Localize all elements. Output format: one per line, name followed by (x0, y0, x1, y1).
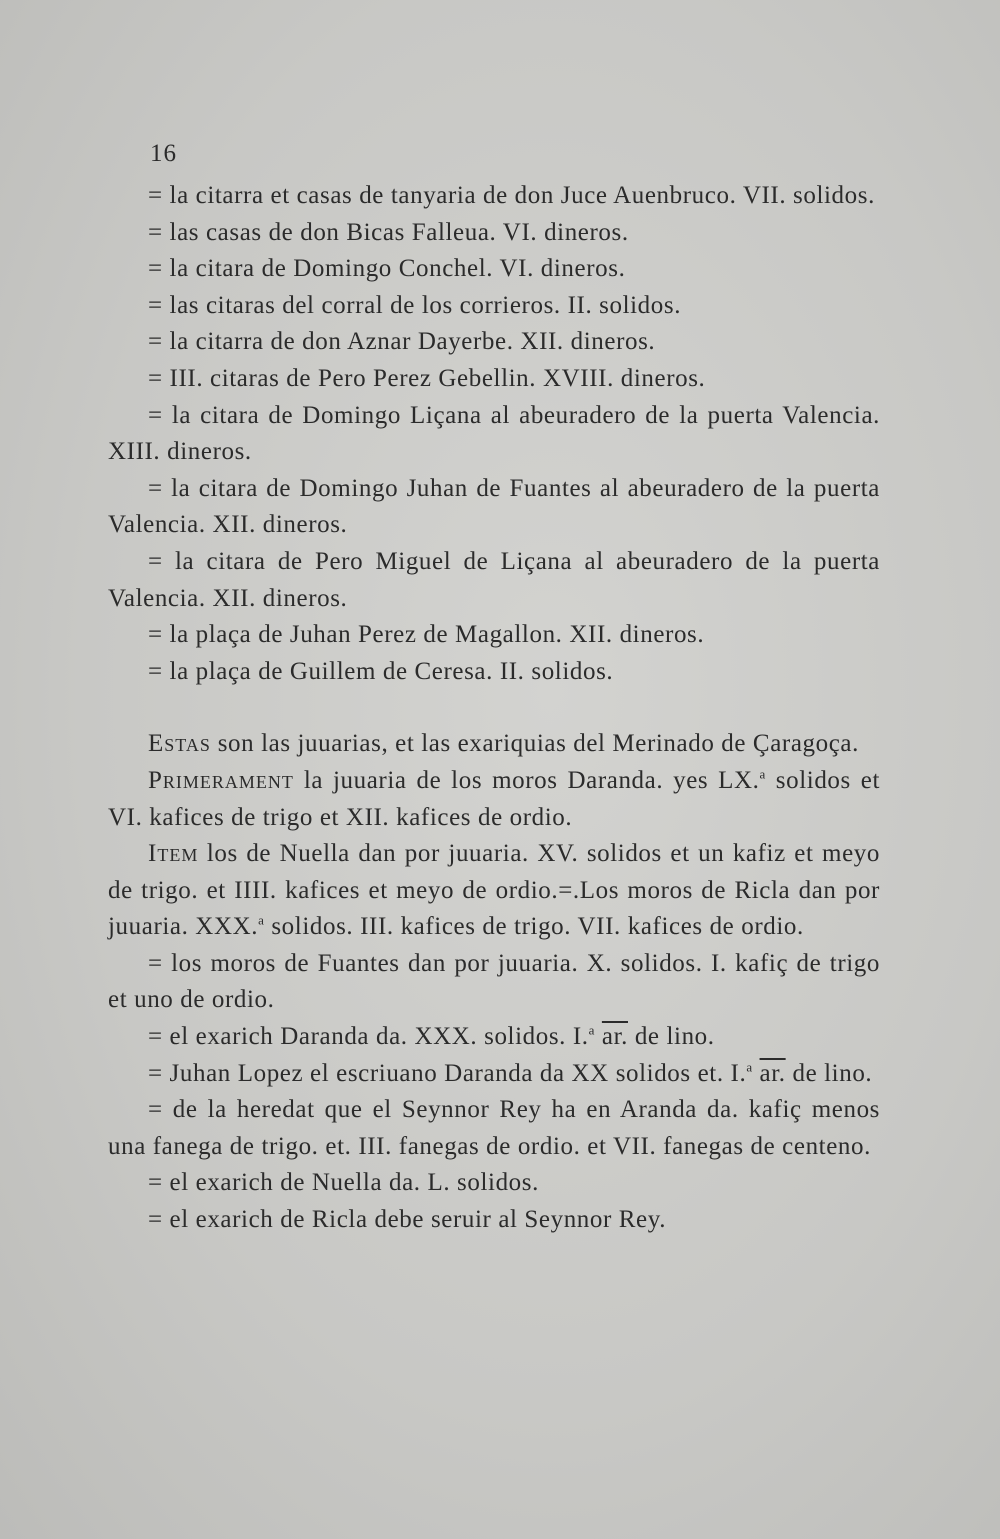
entry-conchel: = la citara de Domingo Conchel. VI. dineros. (148, 255, 626, 283)
entry-bicas: = las casas de don Bicas Falleua. VI. dineros. (148, 218, 629, 246)
juhan-lopez-text-1: = Juhan Lopez el escriuano Daranda da XX solidos et. I. (148, 1059, 747, 1087)
entry-gebellin: = III. citaras de Pero Perez Gebellin. XVIII. dineros. (148, 364, 706, 392)
entry-exarich-ricla: = el exarich de Ricla debe seruir al Seynnor Rey. (148, 1206, 667, 1234)
entry-tanyaria: = la citarra et casas de tanyaria de don Juce Auenbruco. VII. solidos. (148, 182, 875, 209)
entry-miguel: = la citara de Pero Miguel de Liçana al abeuradero de la puerta Valencia. XII. dineros. (108, 547, 880, 612)
estas-lead: Estas (148, 730, 211, 758)
entry-moros-fuantes: = los moros de Fuantes dan por juuaria. X. solidos. I. kafiç de trigo et uno de ordio. (108, 949, 880, 1014)
exarich-aranda-text-1: = el exarich Daranda da. XXX. solidos. I. (148, 1023, 589, 1051)
entry-fuantes-citara: = la citara de Domingo Juhan de Fuantes al abeuradero de la puerta Valencia. XII. dineros. (108, 474, 880, 539)
item-text-2: solidos. III. kafices de trigo. VII. kafices de ordio. (264, 913, 804, 941)
entry-licana: = la citara de Domingo Liçana al abeuradero de la puerta Valencia. XIII. dineros. (108, 401, 880, 466)
entry-heredat: = de la heredat que el Seynnor Rey ha en Aranda da. kafiç menos una fanega de trigo. et. III. fanegas de ordio. et VII. fanegas de centeno. (108, 1096, 880, 1160)
page-text (108, 178, 880, 1239)
primerament-text-2: solidos et VI. kafices de trigo et XII. kafices de ordio. (108, 766, 880, 831)
entry-juhan-lopez (108, 1056, 880, 1093)
exarich-aranda-ar: ar. (601, 1023, 628, 1051)
entry-exarich-nuella: = el exarich de Nuella da. L. solidos. (148, 1169, 539, 1197)
paragraph-estas (108, 726, 880, 763)
entry-corrieros: = las citaras del corral de los corrieros. II. solidos. (148, 291, 682, 319)
item-superscript: a (258, 912, 265, 928)
item-lead: Item (148, 840, 199, 868)
page-number: 16 (150, 140, 177, 167)
estas-text: son las juuarias, et las exariquias del Merinado de Çaragoça. (210, 730, 859, 758)
primerament-superscript: a (759, 766, 766, 782)
entry-magallon: = la plaça de Juhan Perez de Magallon. XII. dineros. (148, 621, 705, 649)
exarich-aranda-text-2: de lino. (627, 1023, 715, 1051)
paragraph-item (108, 836, 880, 946)
section-gap (108, 690, 880, 726)
juhan-lopez-superscript: a (746, 1059, 753, 1075)
entry-ceresa: = la plaça de Guillem de Ceresa. II. solidos. (148, 657, 614, 685)
exarich-aranda-superscript: a (588, 1022, 596, 1038)
juhan-lopez-ar: ar. (759, 1059, 786, 1087)
entry-dayerbe: = la citarra de don Aznar Dayerbe. XII. dineros. (148, 328, 656, 356)
entry-exarich-aranda (108, 1019, 880, 1056)
juhan-lopez-text-2: de lino. (785, 1059, 873, 1087)
primerament-text-1: la juuaria de los moros Daranda. yes LX. (293, 766, 760, 794)
primerament-lead: Primerament (148, 766, 294, 794)
item-text-1: los de Nuella dan por juuaria. XV. solidos et un kafiz et meyo de trigo. et IIII. kafices et meyo de ordio.=.Los moros de Ricla dan por juuaria. XXX. (108, 840, 880, 941)
paragraph-primerament (108, 763, 880, 836)
